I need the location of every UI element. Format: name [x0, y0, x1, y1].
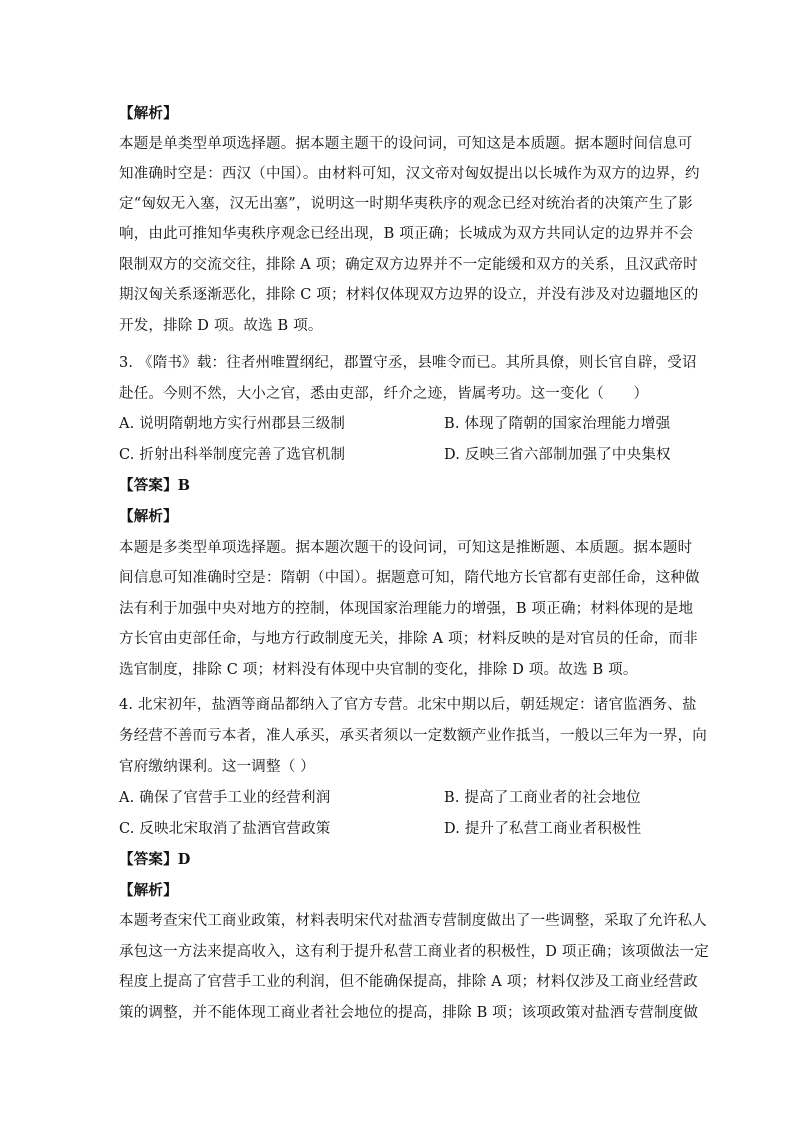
q4-analysis-line: 策的调整，并不能体现工商业者社会地位的提高，排除 B 项；该项政策对盐酒专营制度做 — [119, 1005, 699, 1021]
q4-answer: 【答案】D — [119, 851, 191, 868]
q4-stem-line: 4. 北宋初年，盐酒等商品都纳入了官方专营。北宋中期以后，朝廷规定：诸官监酒务、盐 — [119, 697, 697, 713]
q3-answer: 【答案】B — [119, 477, 191, 494]
q2-analysis-label: 【解析】 — [119, 105, 178, 122]
q2-analysis-line: 本题是单类型单项选择题。据本题主题干的设问词，可知这是本质题。据本题时间信息可 — [119, 136, 693, 152]
q3-option-a: A. 说明隋朝地方实行州郡县三级制 — [119, 416, 346, 432]
q4-option-c: C. 反映北宋取消了盐酒官营政策 — [119, 821, 331, 837]
q4-analysis-line: 本题考查宋代工商业政策，材料表明宋代对盐酒专营制度做出了一些调整，采取了允许私人 — [119, 913, 707, 929]
q4-analysis-label: 【解析】 — [119, 882, 178, 899]
q3-option-d: D. 反映三省六部制加强了中央集权 — [444, 447, 671, 463]
q2-analysis-line: 定“匈奴无入塞，汉无出塞”，说明这一时期华夷秩序的观念已经对统治者的决策产生了影 — [119, 196, 693, 212]
q4-stem-line: 务经营不善而亏本者，准人承买，承买者须以一定数额产业作抵当，一般以三年为一界，向 — [119, 728, 707, 744]
q2-analysis-line: 限制双方的交流交往，排除 A 项；确定双方边界并不一定能缓和双方的关系，且汉武帝时 — [119, 257, 698, 273]
q4-option-b: B. 提高了工商业者的社会地位 — [444, 790, 641, 806]
q4-option-d: D. 提升了私营工商业者积极性 — [444, 821, 642, 837]
q4-stem-line: 官府缴纳课利。这一调整（ ） — [119, 759, 315, 775]
q2-analysis-line: 知准确时空是：西汉（中国）。由材料可知，汉文帝对匈奴提出以长城作为双方的边界，约 — [119, 166, 700, 182]
q3-analysis-line: 选官制度，排除 C 项；材料没有体现中央官制的变化，排除 D 项。故选 B 项。 — [119, 662, 638, 678]
q3-option-b: B. 体现了隋朝的国家治理能力增强 — [444, 416, 671, 432]
q3-analysis-line: 方长官由吏部任命，与地方行政制度无关，排除 A 项；材料反映的是对官员的任命，而非 — [119, 631, 698, 647]
q3-analysis-line: 间信息可知准确时空是：隋朝（中国）。据题意可知，隋代地方长官都有吏部任命，这种做 — [119, 570, 700, 586]
q3-analysis-line: 法有利于加强中央对地方的控制，体现国家治理能力的增强，B 项正确；材料体现的是地 — [119, 601, 694, 617]
q3-option-c: C. 折射出科举制度完善了选官机制 — [119, 447, 346, 463]
q4-analysis-line: 程度上提高了官营手工业的利润，但不能确保提高，排除 A 项；材料仅涉及工商业经营政 — [119, 974, 698, 990]
q3-analysis-label: 【解析】 — [119, 508, 178, 525]
q3-stem-line: 赴任。今则不然，大小之官，悉由吏部，纤介之迹，皆属考功。这一变化（ ） — [119, 386, 649, 402]
q2-analysis-line: 响，由此可推知华夷秩序观念已经出现，B 项正确；长城成为双方共同认定的边界并不会 — [119, 226, 694, 242]
q2-analysis-line: 期汉匈关系逐渐恶化，排除 C 项；材料仅体现双方边界的设立，并没有涉及对边疆地区的 — [119, 287, 699, 303]
q3-analysis-line: 本题是多类型单项选择题。据本题次题干的设问词，可知这是推断题、本质题。据本题时 — [119, 540, 693, 556]
q2-analysis-line: 开发，排除 D 项。故选 B 项。 — [119, 318, 323, 334]
q3-stem-line: 3. 《隋书》载：往者州唯置纲纪，郡置守丞，县唯令而已。其所具僚，则长官自辟，受诏 — [119, 355, 697, 371]
q4-option-a: A. 确保了官营手工业的经营利润 — [119, 790, 331, 806]
q4-analysis-line: 承包这一方法来提高收入，这有利于提升私营工商业者的积极性，D 项正确；该项做法一定 — [119, 944, 709, 960]
